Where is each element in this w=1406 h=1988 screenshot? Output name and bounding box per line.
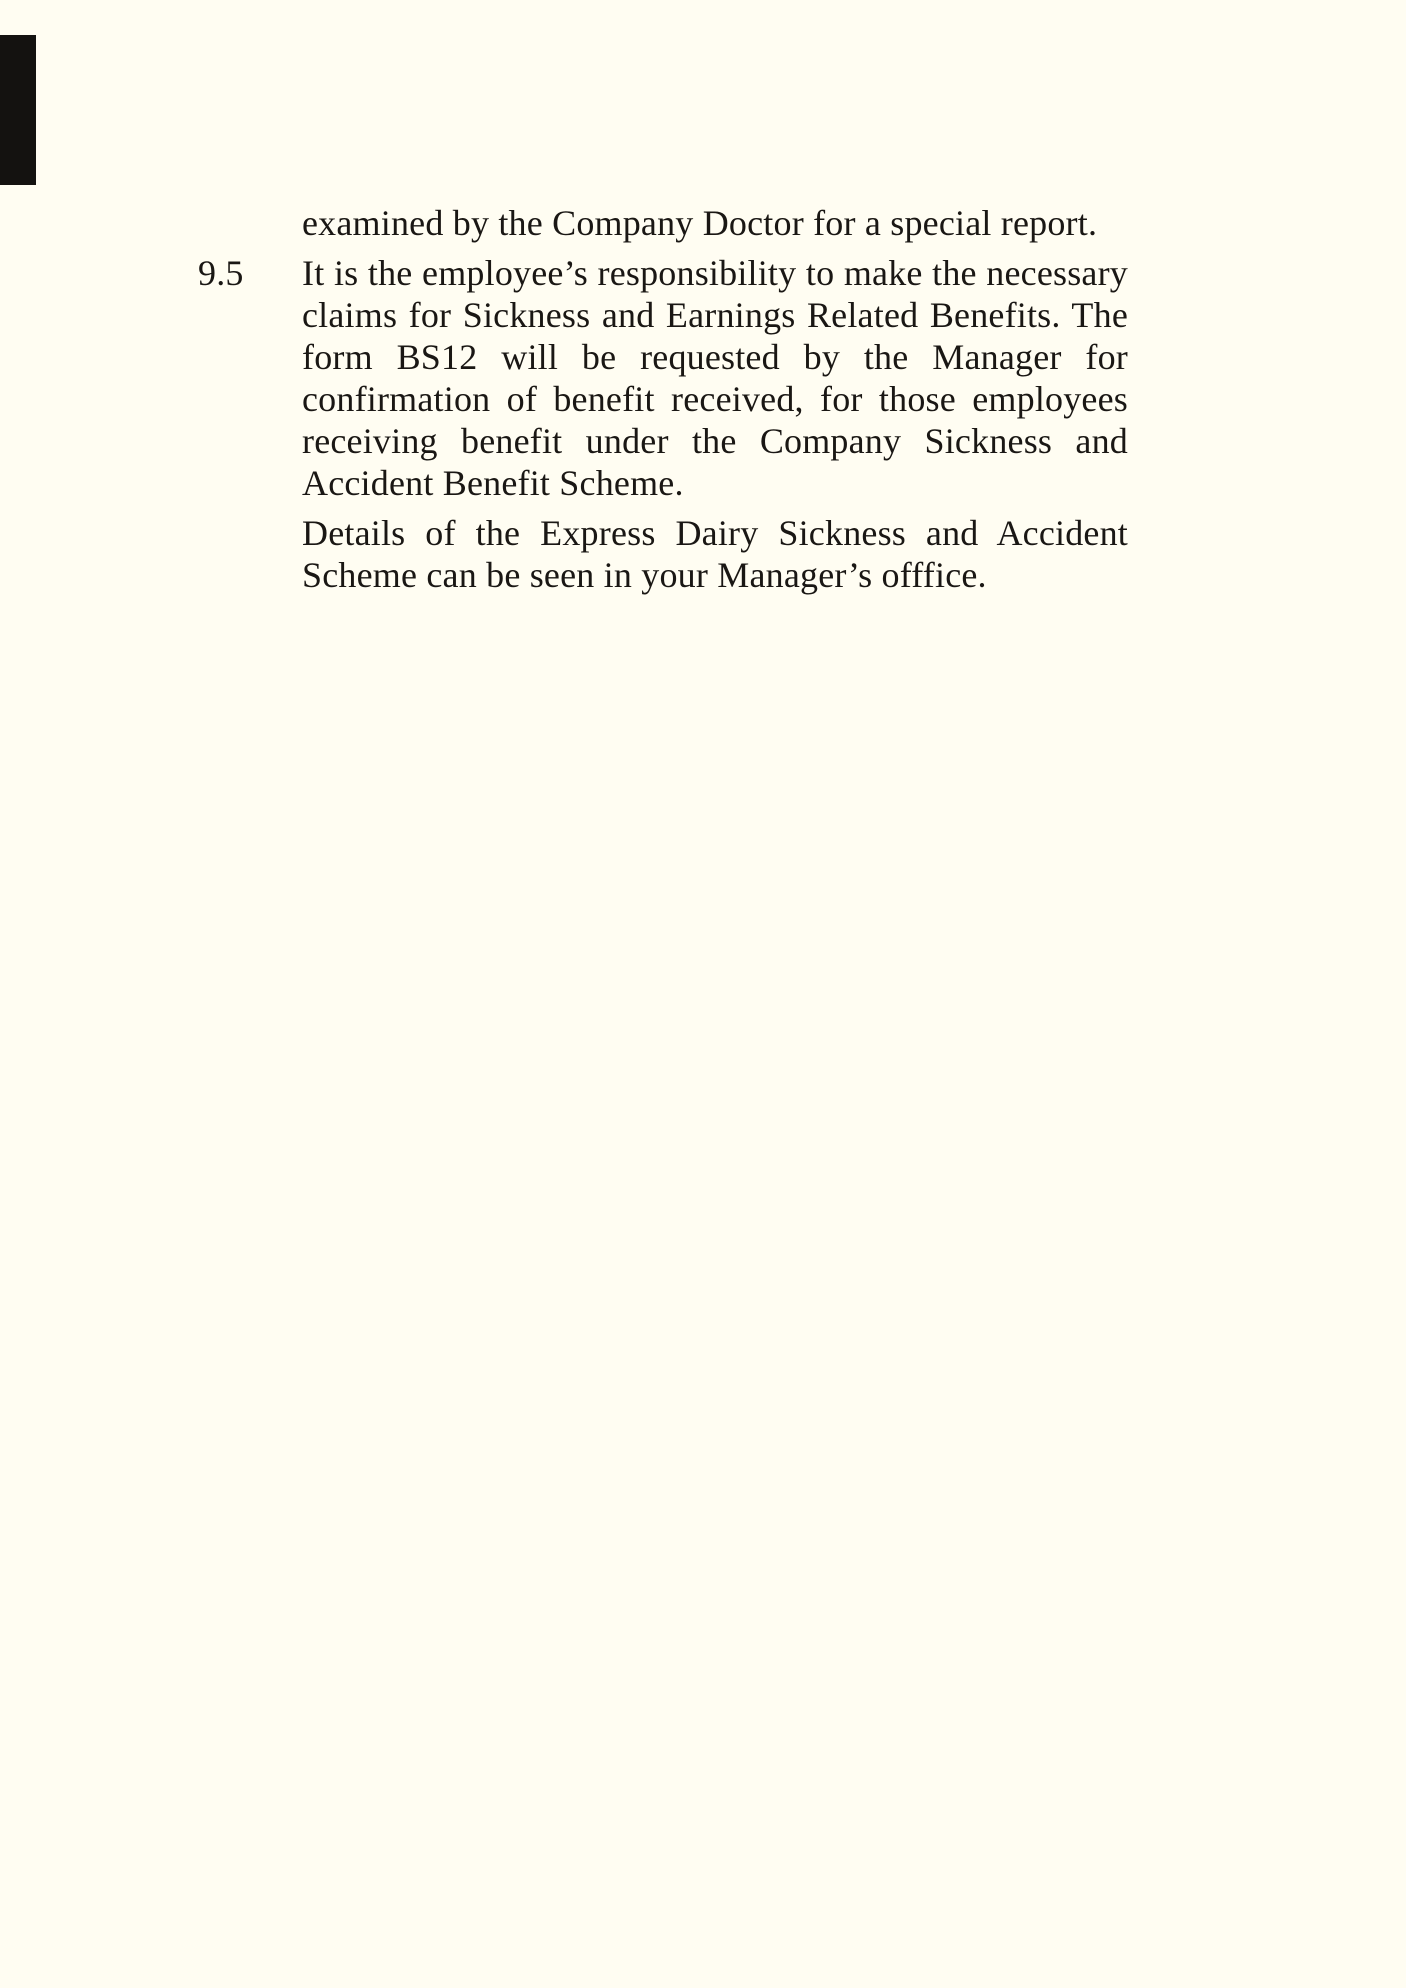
paragraph-text: examined by the Company Doctor for a special report. [302,203,1098,243]
paragraph-details [198,512,1128,596]
paragraph-text: Details of the Express Dairy Sickness and Accident Scheme can be seen in your Manager’s offfice. [302,513,1128,595]
paragraph-continuation [198,202,1128,244]
paragraph-9-5 [198,252,1128,504]
paragraph-number: 9.5 [198,253,244,293]
document-body [198,202,1128,596]
page-edge-tab-marker [0,35,36,185]
paragraph-text: It is the employee’s responsibility to make the necessary claims for Sickness and Earnings Related Benefits. The form BS12 will be requested by the Manager for confirmation of benefit received, for those employees receiving benefit under the Company Sickness and Accident Benefit Scheme. [302,253,1128,503]
